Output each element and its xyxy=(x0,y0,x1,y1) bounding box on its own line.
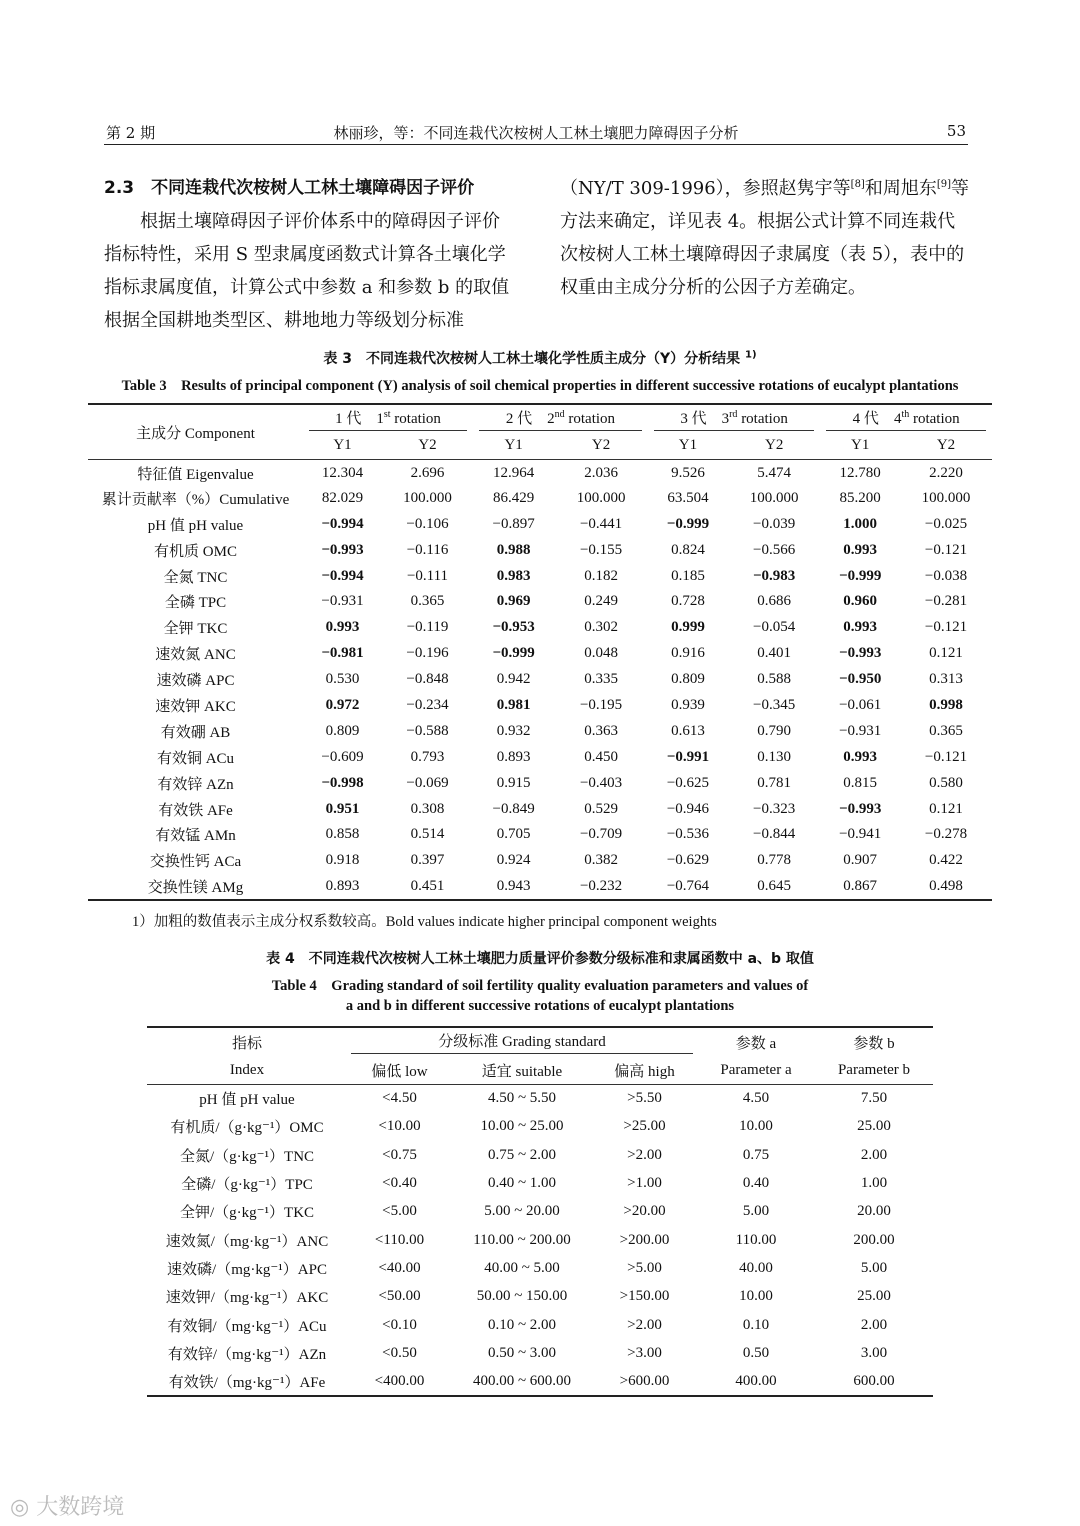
standard-cell: 2.00 xyxy=(860,1316,888,1333)
grading-header: 分级标准 Grading standard xyxy=(347,1027,697,1056)
component-y2-header-4: Y2 xyxy=(900,432,992,460)
standard-cell: <50.00 xyxy=(378,1288,421,1305)
loading-cell: −0.106 xyxy=(406,515,449,532)
loading-cell: 0.809 xyxy=(325,722,360,739)
loading-cell: 86.429 xyxy=(493,489,535,506)
standard-cell: 1.00 xyxy=(860,1175,888,1192)
standard-cell: 5.00 xyxy=(742,1203,770,1220)
index-label: 全磷/（g·kg⁻¹）TPC xyxy=(181,1177,313,1194)
loading-cell: −0.038 xyxy=(924,567,968,584)
standard-cell: 50.00 ~ 150.00 xyxy=(476,1288,568,1305)
loading-cell: 0.530 xyxy=(325,671,360,688)
loading-cell: 0.451 xyxy=(410,877,445,894)
loading-cell: 82.029 xyxy=(321,489,364,506)
table3-row xyxy=(88,667,992,693)
loading-cell: −0.946 xyxy=(666,800,710,817)
loading-cell: 1.000 xyxy=(843,515,878,532)
loading-cell: 0.705 xyxy=(496,826,531,843)
loading-cell: −0.931 xyxy=(839,722,882,739)
table3-row xyxy=(88,641,992,667)
loading-cell: 5.474 xyxy=(757,465,792,482)
loading-cell: 0.401 xyxy=(757,645,792,662)
loading-cell: −0.025 xyxy=(924,515,968,532)
loading-cell: 0.382 xyxy=(584,852,618,869)
loading-cell: 0.932 xyxy=(496,722,531,739)
row-label: 有机质 OMC xyxy=(154,543,237,560)
loading-cell: 0.645 xyxy=(757,877,792,894)
table4-row xyxy=(147,1311,933,1339)
row-label: 有效硼 AB xyxy=(160,724,231,741)
param-b-header-cn: 参数 b xyxy=(853,1035,895,1052)
loading-cell: −0.054 xyxy=(753,619,796,636)
loading-cell: −0.999 xyxy=(839,567,882,584)
standard-cell: <400.00 xyxy=(374,1372,425,1389)
table4-caption-cn: 表 4 不同连栽代次桉树人工林土壤肥力质量评价参数分级标准和隶属函数中 a、b 取值 xyxy=(266,951,814,967)
table3-row xyxy=(88,485,992,511)
loading-cell: 0.121 xyxy=(929,800,963,817)
table3-header-groups xyxy=(88,404,992,432)
table3-row xyxy=(88,770,992,796)
loading-cell: −0.195 xyxy=(579,696,623,713)
loading-cell: 0.998 xyxy=(929,696,963,713)
component-y2-header-1: Y2 xyxy=(382,432,473,460)
loading-cell: −0.119 xyxy=(406,619,449,636)
standard-cell: >5.50 xyxy=(627,1090,662,1107)
standard-cell: 25.00 xyxy=(857,1288,891,1305)
standard-cell: >1.00 xyxy=(627,1175,662,1192)
standard-cell: <0.75 xyxy=(382,1146,417,1163)
loading-cell: −0.981 xyxy=(321,645,364,662)
row-label: 全钾 TKC xyxy=(163,621,228,638)
table3-row xyxy=(88,848,992,874)
loading-cell: −0.950 xyxy=(839,671,882,688)
rotation-header-1: 1 代 1st rotation xyxy=(303,404,473,432)
loading-cell: 12.304 xyxy=(321,465,364,482)
loading-cell: −0.069 xyxy=(406,774,449,791)
loading-cell: 0.993 xyxy=(843,619,878,636)
table4-row xyxy=(147,1141,933,1169)
loading-cell: 85.200 xyxy=(839,489,881,506)
loading-cell: 0.960 xyxy=(843,593,878,610)
loading-cell: −0.709 xyxy=(579,826,623,843)
loading-cell: 0.969 xyxy=(496,593,531,610)
loading-cell: 0.915 xyxy=(496,774,531,791)
watermark-logo: ◎ 大数跨境 xyxy=(10,1495,125,1520)
loading-cell: −0.232 xyxy=(579,877,623,894)
index-header-en: Index xyxy=(147,1056,347,1085)
loading-cell: 0.907 xyxy=(843,852,878,869)
loading-cell: 0.185 xyxy=(671,567,705,584)
row-label: 全磷 TPC xyxy=(164,595,227,612)
component-y2-header-2: Y2 xyxy=(554,432,648,460)
loading-cell: 0.529 xyxy=(584,800,618,817)
loading-cell: 0.048 xyxy=(584,645,618,662)
loading-cell: −0.441 xyxy=(579,515,623,532)
loading-cell: 0.781 xyxy=(757,774,792,791)
loading-cell: −0.848 xyxy=(406,671,449,688)
standard-cell: <0.50 xyxy=(382,1344,417,1361)
standard-cell: >200.00 xyxy=(619,1231,670,1248)
table4-row xyxy=(147,1198,933,1226)
standard-cell: 0.75 xyxy=(742,1146,770,1163)
loading-cell: −0.323 xyxy=(753,800,796,817)
standard-cell: 4.50 ~ 5.50 xyxy=(487,1090,557,1107)
loading-cell: 0.809 xyxy=(671,671,705,688)
loading-cell: −0.281 xyxy=(924,593,968,610)
standard-cell: <0.10 xyxy=(382,1316,417,1333)
table4-caption-en-1: Table 4 Grading standard of soil fertility quality evaluation parameters and values of xyxy=(271,978,809,994)
paragraph-left: 根据土壤障碍因子评价体系中的障碍因子评价指标特性，采用 S 型隶属度函数式计算各土壤化学指标隶属度值，计算公式中参数 a 和参数 b 的取值根据全国耕地类型区、耕地地力等级划分标准 xyxy=(104,211,510,331)
table3-caption-en: Table 3 Results of principal component (Y) analysis of soil chemical properties in different successive rotations of eucalypt plantations xyxy=(121,378,959,394)
component-y1-header-2: Y1 xyxy=(473,432,554,460)
loading-cell: 0.514 xyxy=(410,826,445,843)
row-label: 有效锰 AMn xyxy=(155,828,236,845)
table3 xyxy=(88,403,992,901)
index-label: 有效锌/（mg·kg⁻¹）AZn xyxy=(167,1346,327,1363)
loading-cell: 0.793 xyxy=(410,748,445,765)
loading-cell: −0.931 xyxy=(321,593,364,610)
loading-cell: −0.196 xyxy=(406,645,449,662)
loading-cell: 0.916 xyxy=(671,645,705,662)
loading-cell: −0.588 xyxy=(406,722,449,739)
table4-header-top xyxy=(147,1027,933,1056)
table3-footnote: 1）加粗的数值表示主成分权系数较高。Bold values indicate higher principal component weights xyxy=(132,914,717,930)
loading-cell: 2.696 xyxy=(410,465,445,482)
row-label: 有效铜 ACu xyxy=(156,750,235,767)
loading-cell: 0.993 xyxy=(325,619,360,636)
component-header: 主成分 Component xyxy=(88,404,303,460)
loading-cell: −0.993 xyxy=(321,541,364,558)
standard-cell: 0.50 xyxy=(742,1344,770,1361)
low-header: 偏低 low xyxy=(347,1056,452,1085)
loading-cell: 0.893 xyxy=(325,877,360,894)
param-a-header-en: Parameter a xyxy=(697,1056,815,1085)
loading-cell: −0.844 xyxy=(753,826,796,843)
loading-cell: −0.403 xyxy=(579,774,623,791)
row-label: 全氮 TNC xyxy=(163,569,228,586)
loading-cell: 0.498 xyxy=(929,877,963,894)
table4-row xyxy=(147,1085,933,1113)
loading-cell: 0.182 xyxy=(584,567,618,584)
standard-cell: <0.40 xyxy=(382,1175,417,1192)
table3-row xyxy=(88,693,992,719)
loading-cell: −0.609 xyxy=(321,748,364,765)
loading-cell: 0.924 xyxy=(496,852,531,869)
loading-cell: 0.790 xyxy=(757,722,792,739)
standard-cell: >20.00 xyxy=(623,1203,666,1220)
table3-row xyxy=(88,511,992,537)
body-column-left xyxy=(104,172,514,337)
standard-cell: 2.00 xyxy=(860,1146,888,1163)
standard-cell: 7.50 xyxy=(860,1090,888,1107)
standard-cell: 0.40 xyxy=(742,1175,770,1192)
loading-cell: 0.943 xyxy=(496,877,531,894)
loading-cell: 0.824 xyxy=(671,541,705,558)
component-y1-header-1: Y1 xyxy=(303,432,382,460)
table4-row xyxy=(147,1339,933,1367)
loading-cell: −0.994 xyxy=(321,515,364,532)
row-label: 有效铁 AFe xyxy=(158,802,233,819)
suitable-header: 适宜 suitable xyxy=(452,1056,592,1085)
rotation-header-4: 4 代 4th rotation xyxy=(820,404,992,432)
standard-cell: >25.00 xyxy=(623,1118,666,1135)
row-label: pH 值 pH value xyxy=(147,517,244,534)
standard-cell: <10.00 xyxy=(378,1118,421,1135)
loading-cell: 0.249 xyxy=(584,593,618,610)
loading-cell: −0.999 xyxy=(492,645,535,662)
table3-row xyxy=(88,744,992,770)
row-label: 速效氮 ANC xyxy=(155,647,236,664)
standard-cell: 5.00 xyxy=(860,1259,888,1276)
loading-cell: −0.625 xyxy=(666,774,710,791)
loading-cell: 0.988 xyxy=(496,541,531,558)
body-column-right xyxy=(560,172,970,304)
loading-cell: 0.867 xyxy=(843,877,878,894)
loading-cell: −0.121 xyxy=(924,748,968,765)
loading-cell: 0.858 xyxy=(325,826,360,843)
index-label: 有效铜/（mg·kg⁻¹）ACu xyxy=(167,1318,327,1335)
table3-caption-cn: 表 3 不同连栽代次桉树人工林土壤化学性质主成分（Y）分析结果 $^{1)}$ xyxy=(323,349,757,367)
loading-cell: 12.964 xyxy=(493,465,535,482)
loading-cell: 0.993 xyxy=(843,748,878,765)
loading-cell: −0.629 xyxy=(666,852,710,869)
loading-cell: −0.111 xyxy=(406,567,449,584)
table3-row xyxy=(88,874,992,900)
standard-cell: >600.00 xyxy=(619,1372,670,1389)
loading-cell: −0.991 xyxy=(666,748,710,765)
standard-cell: 4.50 xyxy=(742,1090,770,1107)
table4-row xyxy=(147,1367,933,1395)
standard-cell: <40.00 xyxy=(378,1259,421,1276)
standard-cell: 0.10 ~ 2.00 xyxy=(487,1316,557,1333)
loading-cell: 0.450 xyxy=(584,748,618,765)
table4-row xyxy=(147,1169,933,1197)
loading-cell: 0.613 xyxy=(671,722,705,739)
issue-number: 第 2 期 xyxy=(106,124,156,142)
loading-cell: −0.849 xyxy=(492,800,535,817)
loading-cell: 0.580 xyxy=(929,774,963,791)
loading-cell: 2.220 xyxy=(929,465,963,482)
loading-cell: −0.999 xyxy=(666,515,710,532)
standard-cell: >2.00 xyxy=(627,1146,662,1163)
table4-caption-en-2: a and b in different successive rotations of eucalypt plantations xyxy=(345,998,735,1014)
loading-cell: 0.121 xyxy=(929,645,963,662)
loading-cell: 0.686 xyxy=(757,593,792,610)
index-label: 速效磷/（mg·kg⁻¹）APC xyxy=(167,1261,327,1278)
table4-row xyxy=(147,1283,933,1311)
loading-cell: 100.000 xyxy=(921,489,971,506)
standard-cell: <4.50 xyxy=(382,1090,417,1107)
rotation-header-3: 3 代 3rd rotation xyxy=(648,404,820,432)
loading-cell: 0.302 xyxy=(584,619,618,636)
row-label: 交换性镁 AMg xyxy=(147,879,244,896)
standard-cell: 20.00 xyxy=(857,1203,891,1220)
loading-cell: −0.941 xyxy=(839,826,882,843)
standard-cell: 5.00 ~ 20.00 xyxy=(484,1203,560,1220)
loading-cell: 0.999 xyxy=(671,619,705,636)
loading-cell: 2.036 xyxy=(584,465,618,482)
standard-cell: 0.10 xyxy=(742,1316,770,1333)
loading-cell: −0.566 xyxy=(753,541,796,558)
loading-cell: −0.536 xyxy=(666,826,710,843)
table3-row xyxy=(88,615,992,641)
row-label: 交换性钙 ACa xyxy=(149,854,242,871)
loading-cell: 0.893 xyxy=(496,748,531,765)
loading-cell: 0.942 xyxy=(496,671,531,688)
high-header: 偏高 high xyxy=(592,1056,697,1085)
standard-cell: 400.00 ~ 600.00 xyxy=(472,1372,572,1389)
standard-cell: 10.00 ~ 25.00 xyxy=(480,1118,564,1135)
loading-cell: 0.981 xyxy=(496,696,531,713)
table3-row xyxy=(88,563,992,589)
loading-cell: −0.121 xyxy=(924,541,968,558)
standard-cell: <110.00 xyxy=(374,1231,425,1248)
citation-8[interactable]: [8] xyxy=(850,179,865,190)
loading-cell: 0.951 xyxy=(325,800,360,817)
running-title: 林丽珍，等：不同连栽代次桉树人工林土壤肥力障碍因子分析 xyxy=(333,124,739,142)
standard-cell: >150.00 xyxy=(619,1288,670,1305)
table4-row xyxy=(147,1113,933,1141)
loading-cell: −0.953 xyxy=(492,619,535,636)
loading-cell: 9.526 xyxy=(671,465,705,482)
table3-row xyxy=(88,796,992,822)
loading-cell: −0.345 xyxy=(753,696,796,713)
loading-cell: 0.335 xyxy=(584,671,618,688)
component-y1-header-4: Y1 xyxy=(820,432,900,460)
param-a-header-cn: 参数 a xyxy=(735,1035,777,1052)
loading-cell: 100.000 xyxy=(403,489,452,506)
citation-9[interactable]: [9] xyxy=(936,179,952,190)
loading-cell: 0.918 xyxy=(325,852,360,869)
loading-cell: 0.130 xyxy=(757,748,792,765)
loading-cell: 0.728 xyxy=(671,593,705,610)
standard-cell: 600.00 xyxy=(853,1372,895,1389)
loading-cell: −0.278 xyxy=(924,826,968,843)
loading-cell: −0.039 xyxy=(753,515,796,532)
row-label: 速效钾 AKC xyxy=(155,698,236,715)
loading-cell: 0.993 xyxy=(843,541,878,558)
index-label: 有机质/（g·kg⁻¹）OMC xyxy=(170,1120,324,1137)
table4-row xyxy=(147,1254,933,1282)
table3-row xyxy=(88,589,992,615)
loading-cell: −0.994 xyxy=(321,567,364,584)
loading-cell: 12.780 xyxy=(839,465,881,482)
standard-cell: 0.40 ~ 1.00 xyxy=(487,1175,557,1192)
row-label: 累计贡献率（%）Cumulative xyxy=(101,491,290,508)
row-label: 有效锌 AZn xyxy=(157,776,234,793)
standard-cell: 110.00 xyxy=(735,1231,777,1248)
loading-cell: 0.588 xyxy=(757,671,792,688)
component-y1-header-3: Y1 xyxy=(648,432,728,460)
loading-cell: 0.365 xyxy=(929,722,963,739)
loading-cell: −0.998 xyxy=(321,774,364,791)
loading-cell: 100.000 xyxy=(749,489,799,506)
standard-cell: 10.00 xyxy=(739,1118,773,1135)
loading-cell: 0.308 xyxy=(410,800,445,817)
index-header-cn: 指标 xyxy=(231,1035,262,1052)
standard-cell: 40.00 ~ 5.00 xyxy=(484,1259,560,1276)
loading-cell: −0.993 xyxy=(839,800,882,817)
loading-cell: 0.815 xyxy=(843,774,878,791)
loading-cell: 0.972 xyxy=(325,696,360,713)
table3-row xyxy=(88,460,992,486)
loading-cell: −0.116 xyxy=(406,541,449,558)
rotation-header-2: 2 代 2nd rotation xyxy=(473,404,648,432)
param-b-header-en: Parameter b xyxy=(815,1056,933,1085)
loading-cell: 63.504 xyxy=(667,489,709,506)
standard-cell: 3.00 xyxy=(860,1344,888,1361)
table3-row xyxy=(88,718,992,744)
index-label: 全钾/（g·kg⁻¹）TKC xyxy=(179,1205,315,1222)
loading-cell: −0.983 xyxy=(753,567,796,584)
loading-cell: −0.897 xyxy=(492,515,535,532)
standard-cell: <5.00 xyxy=(382,1203,417,1220)
loading-cell: −0.155 xyxy=(579,541,623,558)
loading-cell: −0.061 xyxy=(839,696,882,713)
standard-cell: 0.75 ~ 2.00 xyxy=(487,1146,557,1163)
standard-cell: >3.00 xyxy=(627,1344,662,1361)
loading-cell: 0.939 xyxy=(671,696,705,713)
index-label: 全氮/（g·kg⁻¹）TNC xyxy=(179,1148,315,1165)
loading-cell: 0.983 xyxy=(496,567,531,584)
section-title: 2.3 不同连栽代次桉树人工林土壤障碍因子评价 xyxy=(104,178,475,198)
standard-cell: 25.00 xyxy=(857,1118,891,1135)
paragraph-right: （NY/T 309-1996），参照赵隽宇等[8]和周旭东[9]等方法来确定，详见表 4。根据公式计算不同连栽代次桉树人工林土壤障碍因子隶属度（表 5），表中的权重由主成分分析的公因子方差确定。 xyxy=(560,178,970,298)
loading-cell: 0.397 xyxy=(410,852,445,869)
loading-cell: 0.422 xyxy=(929,852,963,869)
table3-row xyxy=(88,822,992,848)
table4 xyxy=(147,1026,933,1397)
row-label: 特征值 Eigenvalue xyxy=(137,467,254,484)
index-label: 速效氮/（mg·kg⁻¹）ANC xyxy=(165,1233,329,1250)
standard-cell: 0.50 ~ 3.00 xyxy=(487,1344,557,1361)
standard-cell: 10.00 xyxy=(739,1288,773,1305)
loading-cell: −0.234 xyxy=(406,696,449,713)
standard-cell: 110.00 ~ 200.00 xyxy=(473,1231,571,1248)
standard-cell: 200.00 xyxy=(853,1231,895,1248)
component-y2-header-3: Y2 xyxy=(728,432,820,460)
table3-row xyxy=(88,537,992,563)
loading-cell: 0.313 xyxy=(929,671,963,688)
standard-cell: >5.00 xyxy=(627,1259,662,1276)
loading-cell: 100.000 xyxy=(576,489,626,506)
loading-cell: −0.993 xyxy=(839,645,882,662)
index-label: 有效铁/（mg·kg⁻¹）AFe xyxy=(168,1374,326,1391)
index-label: pH 值 pH value xyxy=(199,1092,295,1109)
standard-cell: 400.00 xyxy=(735,1372,777,1389)
running-header xyxy=(104,120,968,145)
table4-row xyxy=(147,1226,933,1254)
loading-cell: 0.363 xyxy=(584,722,618,739)
row-label: 速效磷 APC xyxy=(156,673,235,690)
loading-cell: 0.365 xyxy=(410,593,445,610)
page-number: 53 xyxy=(946,122,966,140)
loading-cell: −0.764 xyxy=(666,877,710,894)
index-label: 速效钾/（mg·kg⁻¹）AKC xyxy=(165,1290,329,1307)
loading-cell: −0.121 xyxy=(924,619,968,636)
standard-cell: >2.00 xyxy=(627,1316,662,1333)
table4-header-bottom xyxy=(147,1056,933,1085)
loading-cell: 0.778 xyxy=(757,852,792,869)
standard-cell: 40.00 xyxy=(739,1259,773,1276)
